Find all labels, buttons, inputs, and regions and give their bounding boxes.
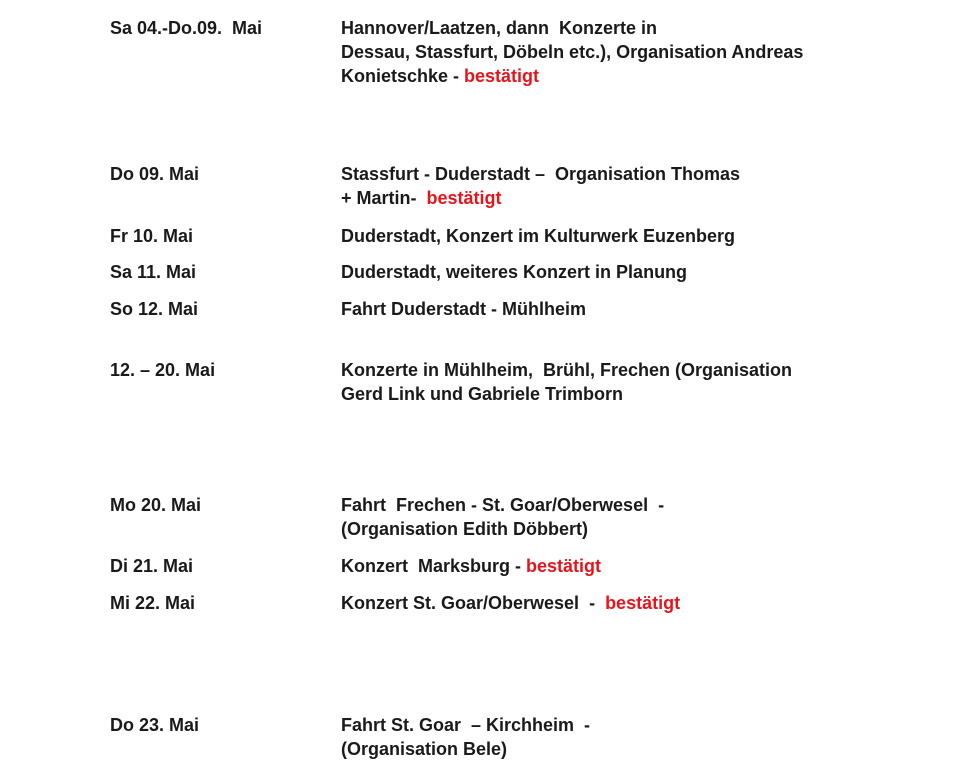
description-line: + Martin- bestätigt <box>341 188 502 208</box>
entry-date: Mi 22. Mai <box>110 593 196 613</box>
description-line: Fahrt Frechen - St. Goar/Oberwesel - <box>341 495 665 515</box>
entry-date: Mo 20. Mai <box>110 495 202 515</box>
entry-description <box>341 554 941 578</box>
entry-description <box>341 591 941 615</box>
entry-date: Sa 04.-Do.09. Mai <box>110 18 263 38</box>
description-line: Stassfurt - Duderstadt – Organisation Thomas <box>341 164 741 184</box>
entry-date: 12. – 20. Mai <box>110 360 216 380</box>
entry-date: Fr 10. Mai <box>110 226 194 246</box>
status-confirmed: bestätigt <box>605 593 681 613</box>
entry-description <box>341 713 941 761</box>
description-line: Gerd Link und Gabriele Trimborn <box>341 384 624 404</box>
status-confirmed: bestätigt <box>526 556 602 576</box>
entry-date: Di 21. Mai <box>110 556 194 576</box>
description-line: (Organisation Edith Döbbert) <box>341 519 588 539</box>
entry-date: Do 09. Mai <box>110 164 200 184</box>
description-line: Hannover/Laatzen, dann Konzerte in <box>341 18 658 38</box>
entry-description <box>341 162 941 210</box>
description-line: Konzert St. Goar/Oberwesel - bestätigt <box>341 593 681 613</box>
entry-date: Sa 11. Mai <box>110 262 197 282</box>
entry-description <box>341 16 941 88</box>
entry-date: So 12. Mai <box>110 299 199 319</box>
description-line: Duderstadt, weiteres Konzert in Planung <box>341 262 688 282</box>
description-line: Duderstadt, Konzert im Kulturwerk Euzenberg <box>341 226 736 246</box>
description-line: Konzerte in Mühlheim, Brühl, Frechen (Organisation <box>341 360 793 380</box>
entry-description <box>341 260 941 284</box>
description-line: (Organisation Bele) <box>341 739 508 759</box>
description-line: Dessau, Stassfurt, Döbeln etc.), Organisation Andreas <box>341 42 804 62</box>
status-confirmed: bestätigt <box>426 188 502 208</box>
entry-description <box>341 224 941 248</box>
description-line: Konietschke - bestätigt <box>341 66 540 86</box>
description-line: Fahrt Duderstadt - Mühlheim <box>341 299 587 319</box>
entry-description <box>341 297 941 321</box>
description-line: Konzert Marksburg - bestätigt <box>341 556 602 576</box>
entry-date: Do 23. Mai <box>110 715 200 735</box>
entry-description <box>341 493 941 541</box>
entry-description <box>341 358 941 406</box>
description-line: Fahrt St. Goar – Kirchheim - <box>341 715 591 735</box>
status-confirmed: bestätigt <box>464 66 540 86</box>
